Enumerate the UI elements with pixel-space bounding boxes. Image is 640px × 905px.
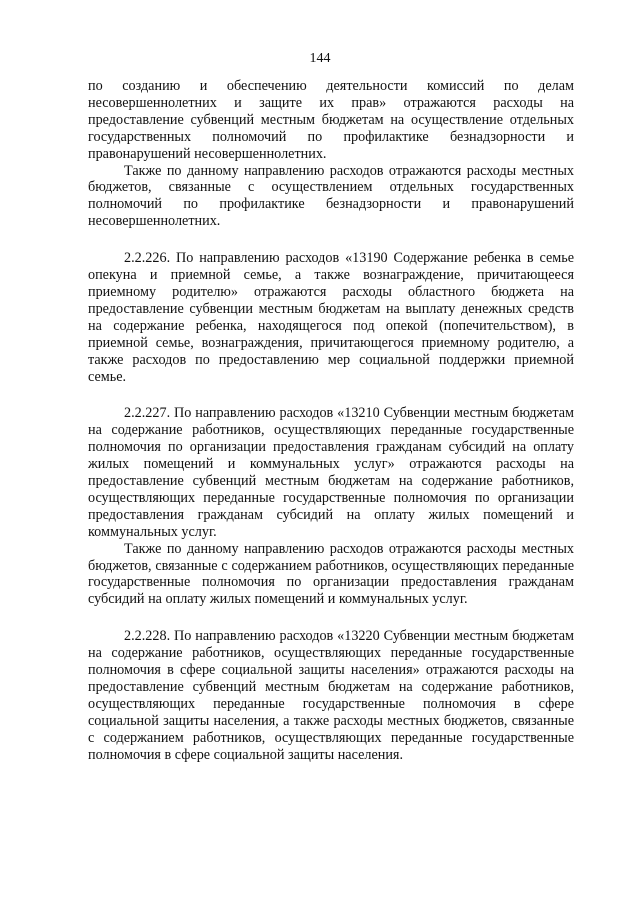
- paragraph-also-local-budgets-2: Также по данному направлению расходов отражаются расходы местных бюджетов, связанные с содержанием работников, осуществляющих переданные государственные полномочия по организации предоставления гражданам субсидий на оплату жилых помещений и коммунальных услуг.: [88, 540, 574, 608]
- paragraph-also-local-budgets-1: Также по данному направлению расходов отражаются расходы местных бюджетов, связанные с осуществлением отдельных государственных полномочий по профилактике безнадзорности и правонарушений несовершеннолетних.: [88, 162, 574, 230]
- paragraph-2-2-227: 2.2.227. По направлению расходов «13210 Субвенции местным бюджетам на содержание работников, осуществляющих переданные государственные полномочия по организации предоставления гражданам субсидий на оплату жилых помещений и коммунальных услуг» отражаются расходы на предоставление субвенций местным бюджетам на содержание работников, осуществляющих переданные государственные полномочия по организации предоставления гражданам субсидий на оплату жилых помещений и коммунальных услуг.: [88, 405, 574, 540]
- paragraph-continuation: по созданию и обеспечению деятельности комиссий по делам несовершеннолетних и защите их прав» отражаются расходы на предоставление субвенций местным бюджетам на осуществление отдельных государственных полномочий по профилактике безнадзорности и правонарушений несовершеннолетних.: [88, 78, 574, 162]
- paragraph-2-2-228: 2.2.228. По направлению расходов «13220 Субвенции местным бюджетам на содержание работников, осуществляющих переданные государственные полномочия в сфере социальной защиты населения» отражаются расходы на предоставление субвенций местным бюджетам на содержание работников, осуществляющих переданные государственные полномочия в сфере социальной защиты населения, а также расходы местных бюджетов, связанные с содержанием работников, осуществляющих переданные государственные полномочия в сфере социальной защиты населения.: [88, 628, 574, 763]
- page-number: 144: [309, 51, 331, 66]
- paragraph-2-2-226: 2.2.226. По направлению расходов «13190 Содержание ребенка в семье опекуна и приемной семье, а также вознаграждение, причитающееся приемному родителю» отражаются расходы областного бюджета на предоставление субвенции местным бюджетам на выплату денежных средств на содержание ребенка, находящегося под опекой (попечительством), в приемной семье, вознаграждения, причитающегося приемному родителю, а также расходов по предоставлению мер социальной поддержки приемной семье.: [88, 250, 574, 385]
- document-body: [88, 78, 574, 764]
